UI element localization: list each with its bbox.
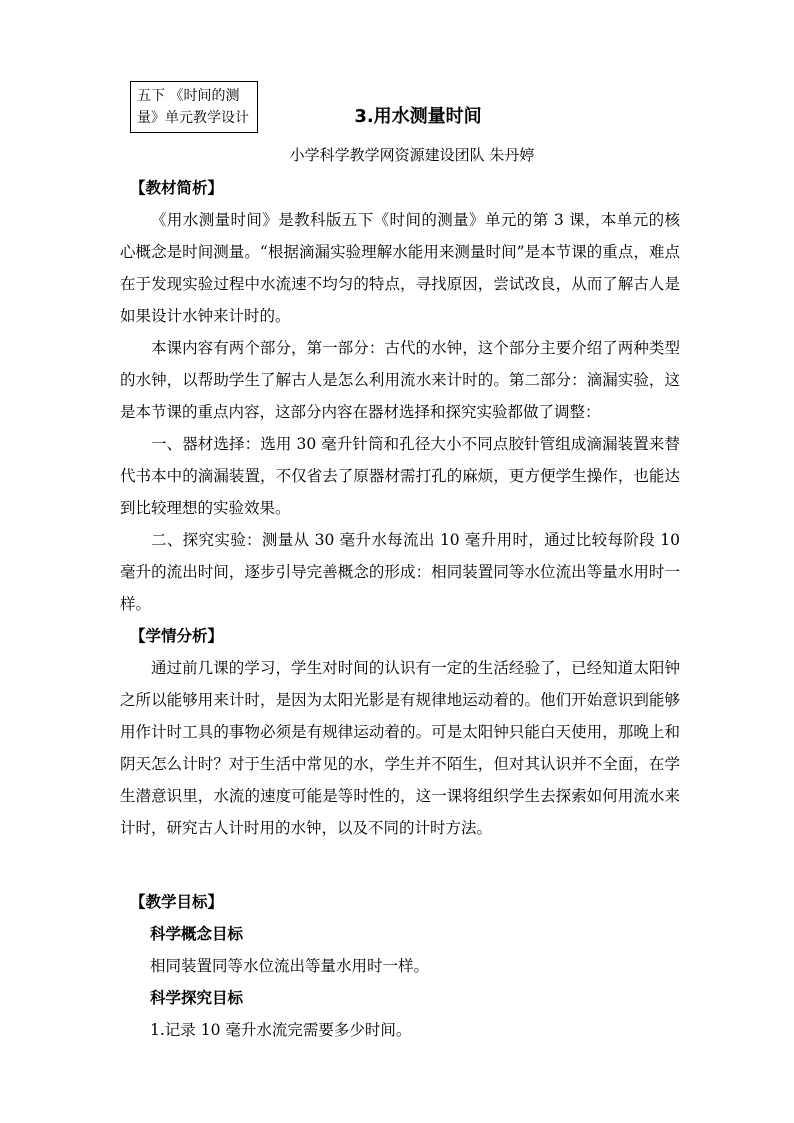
section-heading-student: 【学情分析】: [130, 627, 224, 645]
text-concept-goal: 相同装置同等水位流出等量水用时一样。: [150, 957, 430, 975]
paragraph-analysis-1: 《用水测量时间》是教科版五下《时间的测量》单元的第 3 课，本单元的核心概念是时间测量。“根据滴漏实验理解水能用来测量时间”是本节课的重点，难点在于发现实验过程中水流速不均匀的特点，寻找原因，尝试改良，从而了解古人是如果设计水钟来计时的。: [120, 211, 680, 325]
section-heading-goals: 【教学目标】: [130, 893, 224, 911]
subheading-concept-goal: 科学概念目标: [150, 925, 244, 943]
lesson-title: 3.用水测量时间: [354, 106, 482, 127]
paragraph-analysis-2: 本课内容有两个部分，第一部分：古代的水钟，这个部分主要介绍了两种类型的水钟，以帮助学生了解古人是怎么利用流水来计时的。第二部分：滴漏实验，这是本节课的重点内容，这部分内容在器材选择和探究实验都做了调整：: [120, 339, 680, 421]
author-line: 小学科学教学网资源建设团队 朱丹婷: [289, 146, 535, 164]
paragraph-student-1: 通过前几课的学习，学生对时间的认识有一定的生活经验了，已经知道太阳钟之所以能够用来计时，是因为太阳光影是有规律地运动着的。他们开始意识到能够用作计时工具的事物必须是有规律运动着的。可是太阳钟只能白天使用，那晚上和阴天怎么计时？对于生活中常见的水，学生并不陌生，但对其认识并不全面，在学生潜意识里，水流的速度可能是等时性的，这一课将组织学生去探索如何用流水来计时，研究古人计时用的水钟，以及不同的计时方法。: [120, 659, 680, 837]
document-body: [120, 172, 680, 1046]
unit-label-line-1: 五下 《时间的测: [137, 88, 240, 104]
unit-label-line-2: 量》单元教学设计: [137, 110, 249, 126]
paragraph-analysis-3: 一、器材选择：选用 30 毫升针筒和孔径大小不同点胶针管组成滴漏装置来替代书本中的滴漏装置，不仅省去了原器材需打孔的麻烦，更方便学生操作，也能达到比较理想的实验效果。: [120, 435, 680, 517]
paragraph-analysis-4: 二、探究实验：测量从 30 毫升水每流出 10 毫升用时，通过比较每阶段 10 毫升的流出时间，逐步引导完善概念的形成：相同装置同等水位流出等量水用时一样。: [120, 531, 680, 613]
section-heading-analysis: 【教材简析】: [130, 179, 224, 197]
subheading-inquiry-goal: 科学探究目标: [150, 989, 244, 1007]
section-spacer: [120, 844, 680, 886]
text-inquiry-goal: 1.记录 10 毫升水流完需要多少时间。: [150, 1021, 412, 1039]
